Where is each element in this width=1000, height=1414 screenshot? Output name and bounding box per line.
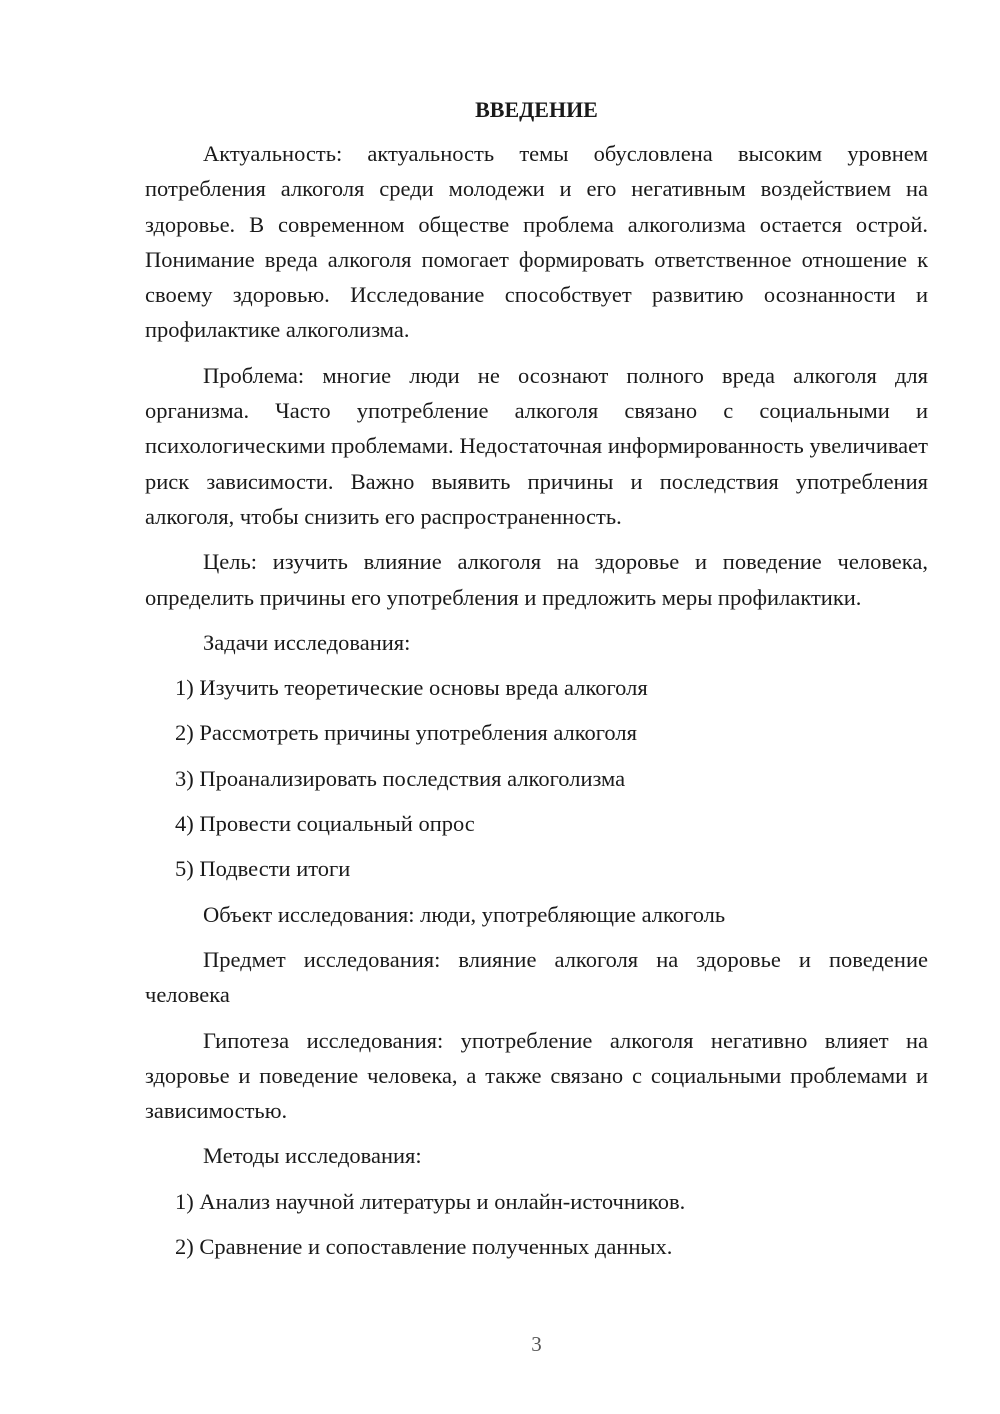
object-line: Объект исследования: люди, употребляющие алкоголь xyxy=(203,901,726,927)
task-item: 1) Изучить теоретические основы вреда алкоголя xyxy=(175,675,648,701)
page-number: 3 xyxy=(531,1332,542,1356)
subject-paragraph: Предмет исследования: влияние алкоголя на здоровье и поведение человека xyxy=(145,946,928,1008)
task-item: 5) Подвести итоги xyxy=(175,856,351,882)
method-item: 2) Сравнение и сопоставление полученных данных. xyxy=(175,1234,673,1260)
tasks-heading: Задачи исследования: xyxy=(203,629,411,655)
method-item: 1) Анализ научной литературы и онлайн-источников. xyxy=(175,1188,686,1214)
document-body xyxy=(145,92,928,1274)
goal-paragraph: Цель: изучить влияние алкоголя на здоровье и поведение человека, определить причины его употребления и предложить меры профилактики. xyxy=(145,549,928,610)
hypothesis-paragraph: Гипотеза исследования: употребление алкоголя негативно влияет на здоровье и поведение человека, а также связано с социальными проблемами и зависимостью. xyxy=(145,1027,928,1124)
task-item: 3) Проанализировать последствия алкоголизма xyxy=(175,765,626,791)
page-title: ВВЕДЕНИЕ xyxy=(475,97,598,122)
relevance-paragraph: Актуальность: актуальность темы обусловлена высоким уровнем потребления алкоголя среди молодежи и его негативным воздействием на здоровье. В современном обществе проблема алкоголизма остается острой. Понимание вреда алкоголя помогает формировать ответственное отношение к своему здоровью. Исследование способствует развитию осознанности и профилактике алкоголизма. xyxy=(145,141,928,343)
task-item: 2) Рассмотреть причины употребления алкоголя xyxy=(175,720,637,746)
task-item: 4) Провести социальный опрос xyxy=(175,811,475,837)
methods-heading: Методы исследования: xyxy=(203,1143,422,1169)
problem-paragraph: Проблема: многие люди не осознают полного вреда алкоголя для организма. Часто употребление алкоголя связано с социальными и психологическими проблемами. Недостаточная информированность увеличивает риск зависимости. Важно выявить причины и последствия употребления алкоголя, чтобы снизить его распространенность. xyxy=(145,362,928,529)
